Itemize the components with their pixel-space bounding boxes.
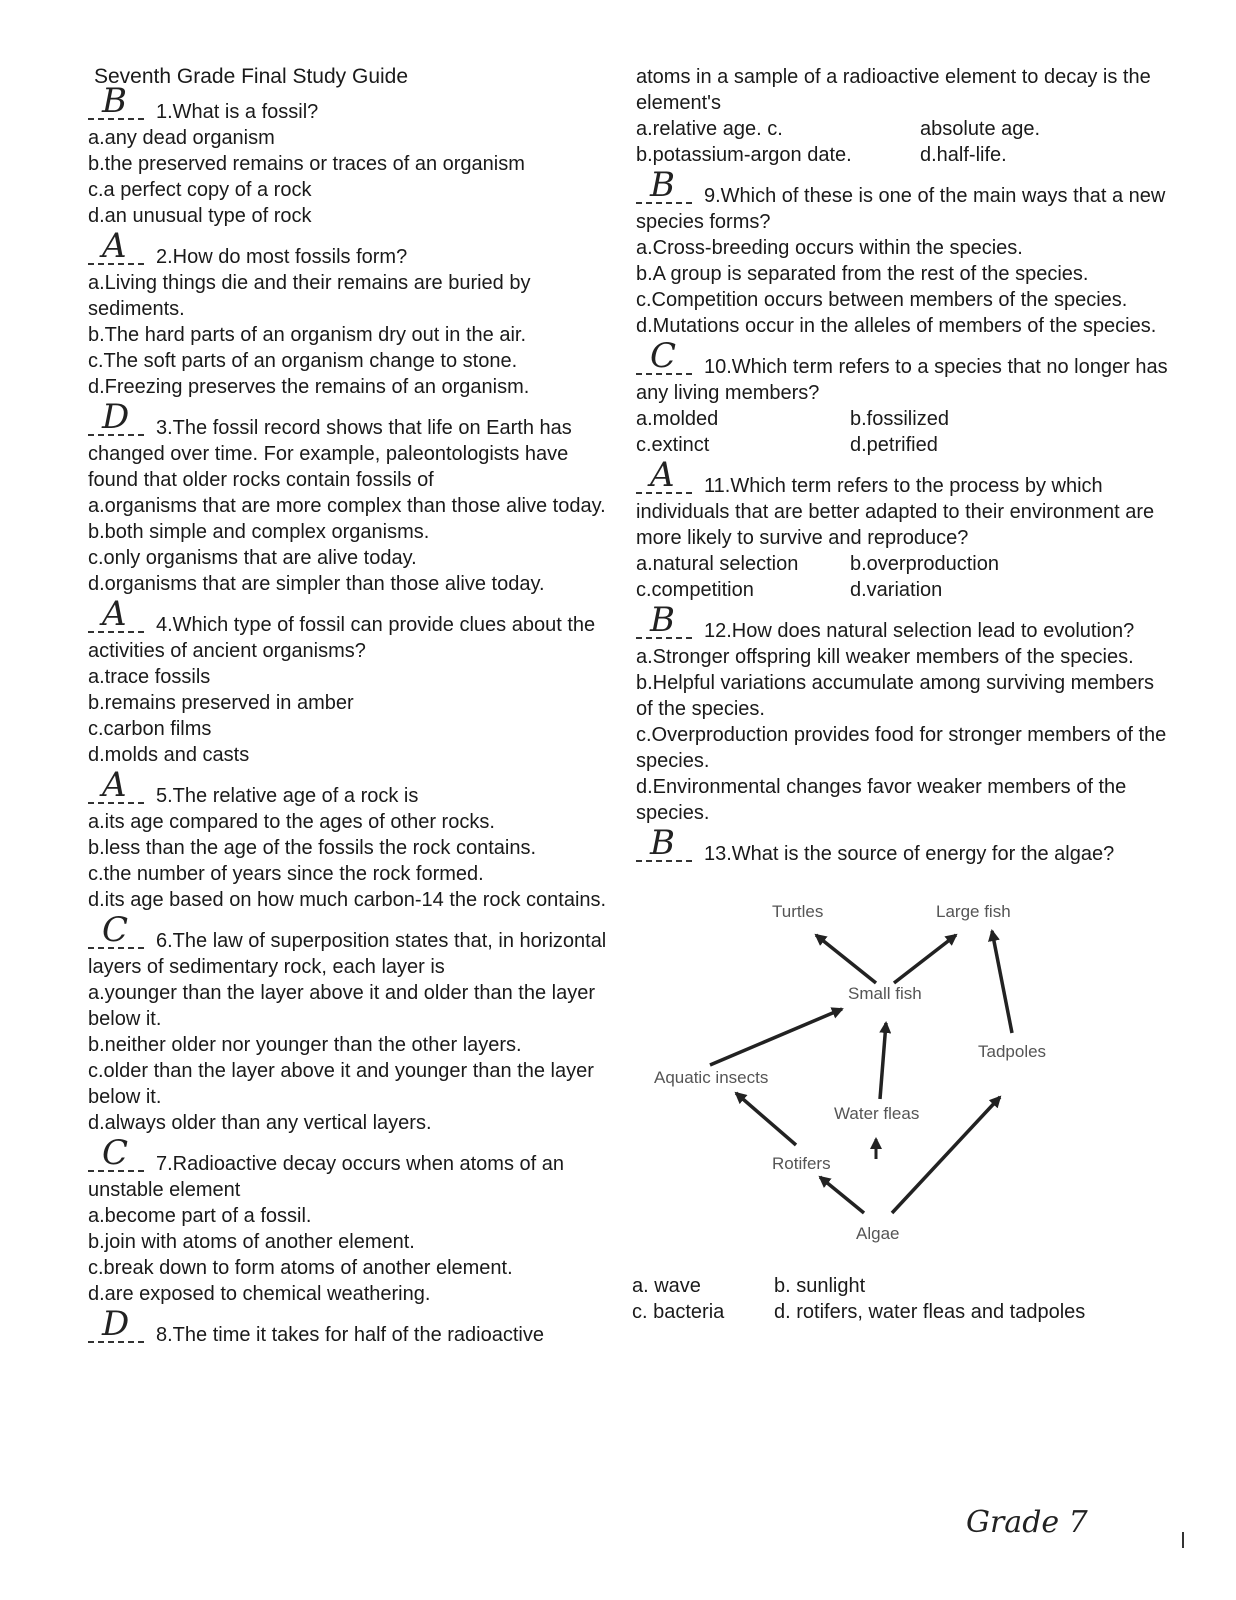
node-rotifers: Rotifers <box>772 1154 831 1173</box>
handwritten-answer: A <box>102 765 127 805</box>
question-8 <box>88 1304 608 1348</box>
question-stem: 3.The fossil record shows that life on Earth has changed over time. For example, paleontologists have found that older rocks contain fossils of <box>88 417 572 491</box>
scan-mark <box>1182 1532 1184 1548</box>
option: c.older than the layer above it and younger than the layer below it. <box>88 1060 594 1108</box>
handwritten-answer: C <box>102 1133 129 1173</box>
option: d.Freezing preserves the remains of an organism. <box>88 376 530 398</box>
question-stem: 5.The relative age of a rock is <box>156 785 419 807</box>
option: c.the number of years since the rock formed. <box>88 863 484 885</box>
option: c.Competition occurs between members of the species. <box>636 289 1128 311</box>
option: c.The soft parts of an organism change to stone. <box>88 350 518 372</box>
arrow-water-fleas-to-small-fish <box>880 1023 886 1099</box>
arrow-small-fish-to-turtles <box>816 935 876 983</box>
question-stem: 10.Which term refers to a species that no longer has any living members? <box>636 356 1168 404</box>
question-8-continued <box>636 64 1176 168</box>
node-turtles: Turtles <box>772 902 824 921</box>
option: b.both simple and complex organisms. <box>88 521 430 543</box>
node-small-fish: Small fish <box>848 984 922 1003</box>
option: a.organisms that are more complex than those alive today. <box>88 495 606 517</box>
option: d.half-life. <box>920 144 1007 166</box>
option: absolute age. <box>920 118 1041 140</box>
option: a.natural selection <box>636 553 799 575</box>
question-4 <box>88 594 608 768</box>
answer-blank <box>88 910 144 950</box>
question-13 <box>632 823 1176 1325</box>
question-stem-continued: atoms in a sample of a radioactive element to decay is the element's <box>636 66 1151 114</box>
option: a.any dead organism <box>88 127 275 149</box>
page-title: Seventh Grade Final Study Guide <box>94 65 409 88</box>
question-1 <box>88 81 608 229</box>
question-9 <box>636 165 1176 339</box>
question-12 <box>636 600 1176 826</box>
option: d.its age based on how much carbon-14 the rock contains. <box>88 889 607 911</box>
answer-blank <box>88 765 144 805</box>
handwritten-answer: B <box>102 81 127 121</box>
option: d.molds and casts <box>88 744 250 766</box>
question-3 <box>88 397 608 597</box>
question-stem: 9.Which of these is one of the main ways that a new species forms? <box>636 185 1166 233</box>
option: c. bacteria <box>632 1301 725 1323</box>
option: d.Environmental changes favor weaker members of the species. <box>636 776 1127 824</box>
handwritten-answer: A <box>102 594 127 634</box>
option: b.the preserved remains or traces of an organism <box>88 153 525 175</box>
node-tadpoles: Tadpoles <box>978 1042 1047 1061</box>
left-column <box>88 64 608 1362</box>
handwritten-answer: B <box>650 823 675 863</box>
node-water-fleas: Water fleas <box>834 1104 920 1123</box>
question-stem: 12.How does natural selection lead to evolution? <box>704 620 1135 642</box>
option: b.less than the age of the fossils the rock contains. <box>88 837 537 859</box>
option: c.competition <box>636 579 754 601</box>
option: a.Cross-breeding occurs within the species. <box>636 237 1023 259</box>
option: b.fossilized <box>850 408 949 430</box>
answer-blank <box>636 455 692 495</box>
node-large-fish: Large fish <box>936 902 1011 921</box>
handwritten-grade-note: Grade 7 <box>966 1505 1088 1540</box>
option: c.Overproduction provides food for stronger members of the species. <box>636 724 1167 772</box>
question-stem: 6.The law of superposition states that, in horizontal layers of sedimentary rock, each layer is <box>88 930 607 978</box>
handwritten-answer: B <box>650 600 675 640</box>
option: a. wave <box>632 1275 701 1297</box>
option: b.remains preserved in amber <box>88 692 354 714</box>
question-stem: 2.How do most fossils form? <box>156 246 408 268</box>
question-stem: 13.What is the source of energy for the algae? <box>704 843 1115 865</box>
question-stem: 1.What is a fossil? <box>156 101 319 123</box>
option: d. rotifers, water fleas and tadpoles <box>774 1301 1086 1323</box>
option: b. sunlight <box>774 1275 866 1297</box>
question-10 <box>636 336 1176 458</box>
question-7 <box>88 1133 608 1307</box>
option: d.are exposed to chemical weathering. <box>88 1283 431 1305</box>
answer-blank <box>636 823 692 863</box>
right-column <box>632 64 1176 1325</box>
arrow-aquatic-insects-to-small-fish <box>710 1009 842 1065</box>
option: d.organisms that are simpler than those alive today. <box>88 573 545 595</box>
option: b.potassium-argon date. <box>636 144 852 166</box>
option: a.Living things die and their remains are buried by sediments. <box>88 272 531 320</box>
arrow-algae-to-rotifers <box>820 1177 864 1213</box>
option: b.join with atoms of another element. <box>88 1231 415 1253</box>
answer-blank <box>636 165 692 205</box>
arrow-tadpoles-to-large-fish <box>992 931 1012 1033</box>
food-web-diagram <box>636 873 1156 1273</box>
question-5 <box>88 765 608 913</box>
option: c.carbon films <box>88 718 212 740</box>
option: d.petrified <box>850 434 938 456</box>
option: a.become part of a fossil. <box>88 1205 312 1227</box>
node-algae: Algae <box>856 1224 900 1243</box>
answer-blank <box>88 81 144 121</box>
option: a.molded <box>636 408 719 430</box>
handwritten-answer: A <box>102 226 127 266</box>
q13-choices <box>632 1273 1176 1325</box>
node-aquatic-insects: Aquatic insects <box>654 1068 769 1087</box>
handwritten-answer: C <box>650 336 677 376</box>
option: a.its age compared to the ages of other rocks. <box>88 811 495 833</box>
handwritten-answer: C <box>102 910 129 950</box>
answer-blank <box>88 1133 144 1173</box>
option: b.neither older nor younger than the other layers. <box>88 1034 522 1056</box>
arrow-small-fish-to-large-fish <box>894 935 956 983</box>
question-stem: 8.The time it takes for half of the radioactive <box>156 1324 544 1346</box>
option: d.always older than any vertical layers. <box>88 1112 432 1134</box>
option: b.overproduction <box>850 553 999 575</box>
option: d.Mutations occur in the alleles of members of the species. <box>636 315 1157 337</box>
question-stem: 11.Which term refers to the process by which individuals that are better adapted to their environment are more likely to survive and reproduce? <box>636 475 1155 549</box>
option: b.The hard parts of an organism dry out in the air. <box>88 324 527 346</box>
option: c.only organisms that are alive today. <box>88 547 417 569</box>
option: c.a perfect copy of a rock <box>88 179 312 201</box>
answer-blank <box>636 600 692 640</box>
question-stem: 7.Radioactive decay occurs when atoms of an unstable element <box>88 1153 564 1201</box>
option: d.variation <box>850 579 943 601</box>
handwritten-answer: A <box>650 455 675 495</box>
answer-blank <box>88 397 144 437</box>
question-11 <box>636 455 1176 603</box>
option: b.A group is separated from the rest of the species. <box>636 263 1089 285</box>
arrow-rotifers-to-aquatic-insects <box>736 1093 796 1145</box>
question-6 <box>88 910 608 1136</box>
option: c.extinct <box>636 434 710 456</box>
handwritten-answer: D <box>102 1304 130 1344</box>
question-2 <box>88 226 608 400</box>
option: a.trace fossils <box>88 666 211 688</box>
option: a.younger than the layer above it and older than the layer below it. <box>88 982 596 1030</box>
option: c.break down to form atoms of another element. <box>88 1257 513 1279</box>
option: b.Helpful variations accumulate among surviving members of the species. <box>636 672 1155 720</box>
option: a.relative age. c. <box>636 118 783 140</box>
question-stem: 4.Which type of fossil can provide clues about the activities of ancient organisms? <box>88 614 596 662</box>
answer-blank <box>636 336 692 376</box>
answer-blank <box>88 594 144 634</box>
answer-blank <box>88 1304 144 1344</box>
option: a.Stronger offspring kill weaker members of the species. <box>636 646 1134 668</box>
handwritten-answer: D <box>102 397 130 437</box>
handwritten-answer: B <box>650 165 675 205</box>
option: d.an unusual type of rock <box>88 205 312 227</box>
answer-blank <box>88 226 144 266</box>
